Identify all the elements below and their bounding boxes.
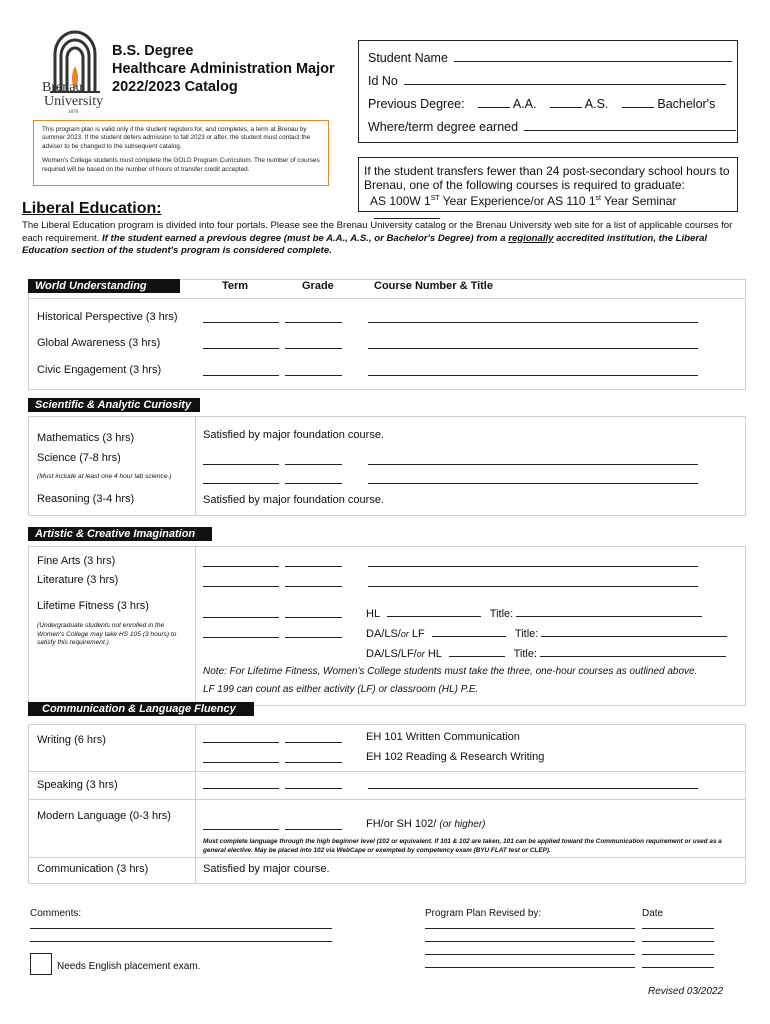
hl-label: HL <box>366 608 380 620</box>
title-line-1: B.S. Degree <box>112 43 194 59</box>
communication-label: Communication (3 hrs) <box>37 863 149 875</box>
divider <box>28 799 746 800</box>
aa-field[interactable] <box>478 97 510 108</box>
term-column-header: Term <box>222 280 249 292</box>
page-title <box>112 42 335 96</box>
transfer-requirement-box <box>358 157 738 212</box>
revised-by-line-4[interactable] <box>425 967 635 968</box>
course-field[interactable] <box>368 322 698 323</box>
divider <box>195 416 196 516</box>
grade-field[interactable] <box>285 483 342 484</box>
term-field[interactable] <box>203 788 279 789</box>
lf-label: LF <box>408 628 425 640</box>
dals-lf-field[interactable] <box>432 626 506 637</box>
aa-label: A.A. <box>512 97 537 111</box>
hl-label-2: HL <box>424 648 442 660</box>
reasoning-label: Reasoning (3-4 hrs) <box>37 493 135 505</box>
grade-field[interactable] <box>285 464 342 465</box>
transfer-course-field[interactable] <box>374 208 440 219</box>
date-line-1[interactable] <box>642 928 714 929</box>
intro-bold-1: If the student earned a previous degree (must be A.A., A.S., or Bachelor's Degree) from a <box>102 232 506 244</box>
course-field[interactable] <box>368 464 698 465</box>
grade-field[interactable] <box>285 829 342 830</box>
intro-text: The Liberal Education program is divided into four portals. Please see the Brenau University catalog or the Brenau University web site for a list of applicable courses for each requirement. <box>22 220 733 244</box>
grade-field[interactable] <box>285 637 342 638</box>
student-name-label: Student Name <box>368 51 448 65</box>
term-field[interactable] <box>203 586 279 587</box>
fitness-note-1: Note: For Lifetime Fitness, Women's College students must take the three, one-hour courses as outlined above. <box>203 666 698 677</box>
grade-field[interactable] <box>285 788 342 789</box>
grade-field[interactable] <box>285 586 342 587</box>
id-field[interactable] <box>404 74 726 85</box>
title-label: Title: <box>513 648 538 660</box>
student-name-field[interactable] <box>454 51 732 62</box>
term-field[interactable] <box>203 762 279 763</box>
date-line-2[interactable] <box>642 941 714 942</box>
communication-satisfied: Satisfied by major course. <box>203 863 330 875</box>
divider <box>28 771 746 772</box>
transfer-line-1: If the student transfers fewer than 24 post-secondary school hours to <box>364 164 730 178</box>
course-field[interactable] <box>368 483 698 484</box>
student-name-row <box>368 51 732 65</box>
as-label: A.S. <box>584 97 609 111</box>
or-text: or <box>400 629 409 639</box>
sup-st: ST <box>430 195 440 202</box>
bachelors-label: Bachelor's <box>657 97 716 111</box>
logo-year: 1878 <box>68 110 78 115</box>
artistic-bar: Artistic & Creative Imagination <box>28 527 212 541</box>
notice-paragraph-1: This program plan is valid only if the student registers for, and completes, a term at Brenau by summer 2023. If the student defers admission to fall 2023 or after, the student must contact the adviser to be changed to the subsequent catalog. <box>42 126 311 150</box>
id-label: Id No <box>368 74 398 88</box>
eh102-text: EH 102 Reading & Research Writing <box>366 751 545 763</box>
as100-text: AS 100W 1 <box>370 194 431 208</box>
transfer-line-3 <box>364 192 732 222</box>
hl-field[interactable] <box>387 606 481 617</box>
dals-lf-hl-field[interactable] <box>449 646 505 657</box>
divider <box>28 298 746 299</box>
english-placement-checkbox[interactable] <box>30 953 52 975</box>
id-row <box>368 74 726 88</box>
civic-engagement-label: Civic Engagement (3 hrs) <box>37 364 162 376</box>
where-row <box>368 120 736 134</box>
logo-name-1: Brenau <box>42 80 83 95</box>
term-field[interactable] <box>203 566 279 567</box>
dals-label: DA/LS/ <box>366 628 401 640</box>
course-field[interactable] <box>368 788 698 789</box>
course-field[interactable] <box>368 586 698 587</box>
literature-label: Literature (3 hrs) <box>37 574 119 586</box>
title-label: Title: <box>514 628 539 640</box>
liberal-intro <box>22 220 752 258</box>
speaking-label: Speaking (3 hrs) <box>37 779 118 791</box>
term-field[interactable] <box>203 637 279 638</box>
term-field[interactable] <box>203 322 279 323</box>
course-field[interactable] <box>368 348 698 349</box>
date-line-3[interactable] <box>642 954 714 955</box>
course-field[interactable] <box>368 566 698 567</box>
logo-name-2: University <box>44 94 104 109</box>
comments-line-1[interactable] <box>30 928 332 929</box>
previous-degree-label: Previous Degree: <box>368 97 465 111</box>
date-label: Date <box>642 908 664 919</box>
fitness-note: (Undergraduate students not enrolled in the Women's College may take HS 105 (3 hours) to satisfy this requirement.) <box>37 622 177 647</box>
revised-by-label: Program Plan Revised by: <box>425 908 542 919</box>
liberal-education-heading: Liberal Education: <box>22 200 162 217</box>
communication-box <box>28 724 746 884</box>
grade-field[interactable] <box>285 375 342 376</box>
intro-regionally: regionally <box>508 232 554 244</box>
course-field[interactable] <box>368 375 698 376</box>
scientific-bar: Scientific & Analytic Curiosity <box>28 398 200 412</box>
term-field[interactable] <box>203 617 279 618</box>
divider <box>28 857 746 858</box>
mathematics-label: Mathematics (3 hrs) <box>37 432 135 444</box>
lifetime-fitness-label: Lifetime Fitness (3 hrs) <box>37 600 149 612</box>
sup-st-2: st <box>595 195 601 202</box>
catalog-notice <box>33 120 329 186</box>
english-placement-label: Needs English placement exam. <box>57 961 201 972</box>
transfer-line-2: Brenau, one of the following courses is required to graduate: <box>364 178 685 192</box>
title-line-3: 2022/2023 Catalog <box>112 79 238 95</box>
dals-lf-title-field[interactable] <box>541 626 727 637</box>
course-column-header: Course Number & Title <box>374 280 493 292</box>
or-higher-text: (or higher) <box>439 819 486 830</box>
revision-date: Revised 03/2022 <box>648 986 724 997</box>
revised-by-line-1[interactable] <box>425 928 635 929</box>
term-field[interactable] <box>203 375 279 376</box>
grade-column-header: Grade <box>302 280 334 292</box>
dals-lf-label: DA/LS/LF/ <box>366 648 417 660</box>
as110-text: Year Experience/or AS 110 1 <box>439 194 596 208</box>
language-note: Must complete language through the high beginner level (102 or equivalent. If 101 & 102 are taken, 101 can be applied toward the Communication requirement or used as a general elective. May be placed into 102 via WebCape or exempted by competency exam (BYU FLAT test or CLEP). <box>203 838 722 854</box>
term-field[interactable] <box>203 742 279 743</box>
intro-bold-2: accredited institution, the Liberal Education section of the student's program is considered complete. <box>22 232 708 256</box>
title-label: Title: <box>489 608 514 620</box>
grade-field[interactable] <box>285 742 342 743</box>
notice-paragraph-2: Women's College students must complete the GOLD Program Curriculum. The number of courses required will be based on the number of hours of transfer credit accepted. <box>42 157 320 173</box>
as-field[interactable] <box>550 97 582 108</box>
eh101-text: EH 101 Written Communication <box>366 731 520 743</box>
grade-field[interactable] <box>285 617 342 618</box>
mathematics-satisfied: Satisfied by major foundation course. <box>203 429 384 441</box>
science-label: Science (7-8 hrs) <box>37 452 121 464</box>
where-label: Where/term degree earned <box>368 120 519 134</box>
grade-field[interactable] <box>285 322 342 323</box>
term-field[interactable] <box>203 348 279 349</box>
fitness-note-2: LF 199 can count as either activity (LF) or classroom (HL) P.E. <box>203 684 479 695</box>
hl-row <box>366 606 702 620</box>
scientific-box <box>28 416 746 516</box>
term-field[interactable] <box>203 464 279 465</box>
language-course-row <box>366 818 486 830</box>
dals-lf-row <box>366 626 727 640</box>
dals-lf-hl-row <box>366 646 726 660</box>
grade-field[interactable] <box>285 566 342 567</box>
term-field[interactable] <box>203 483 279 484</box>
previous-degree-row <box>368 97 715 111</box>
comments-line-2[interactable] <box>30 941 332 942</box>
revised-by-line-2[interactable] <box>425 941 635 942</box>
dals-lf-hl-title-field[interactable] <box>540 646 726 657</box>
grade-field[interactable] <box>285 762 342 763</box>
fh-sh-text: FH/or SH 102/ <box>366 818 437 830</box>
where-field[interactable] <box>524 120 736 131</box>
science-lab-note: (Must include at least one 4 hour lab science.) <box>37 473 172 480</box>
divider <box>195 724 196 884</box>
comments-label: Comments: <box>30 908 82 919</box>
title-line-2: Healthcare Administration Major <box>112 61 335 77</box>
writing-label: Writing (6 hrs) <box>37 734 106 746</box>
modern-language-label: Modern Language (0-3 hrs) <box>37 810 171 822</box>
or-text: or <box>416 649 425 659</box>
fine-arts-label: Fine Arts (3 hrs) <box>37 555 116 567</box>
historical-perspective-label: Historical Perspective (3 hrs) <box>37 311 178 323</box>
reasoning-satisfied: Satisfied by major foundation course. <box>203 494 384 506</box>
grade-field[interactable] <box>285 348 342 349</box>
global-awareness-label: Global Awareness (3 hrs) <box>37 337 161 349</box>
hl-title-field[interactable] <box>516 606 702 617</box>
date-line-4[interactable] <box>642 967 714 968</box>
world-understanding-bar: World Understanding <box>28 279 180 293</box>
student-info-box <box>358 40 738 143</box>
divider <box>195 546 196 706</box>
communication-bar: Communication & Language Fluency <box>28 702 254 716</box>
bachelors-field[interactable] <box>622 97 654 108</box>
revised-by-line-3[interactable] <box>425 954 635 955</box>
term-field[interactable] <box>203 829 279 830</box>
brenau-logo <box>40 24 110 120</box>
seminar-text: Year Seminar <box>601 194 677 208</box>
